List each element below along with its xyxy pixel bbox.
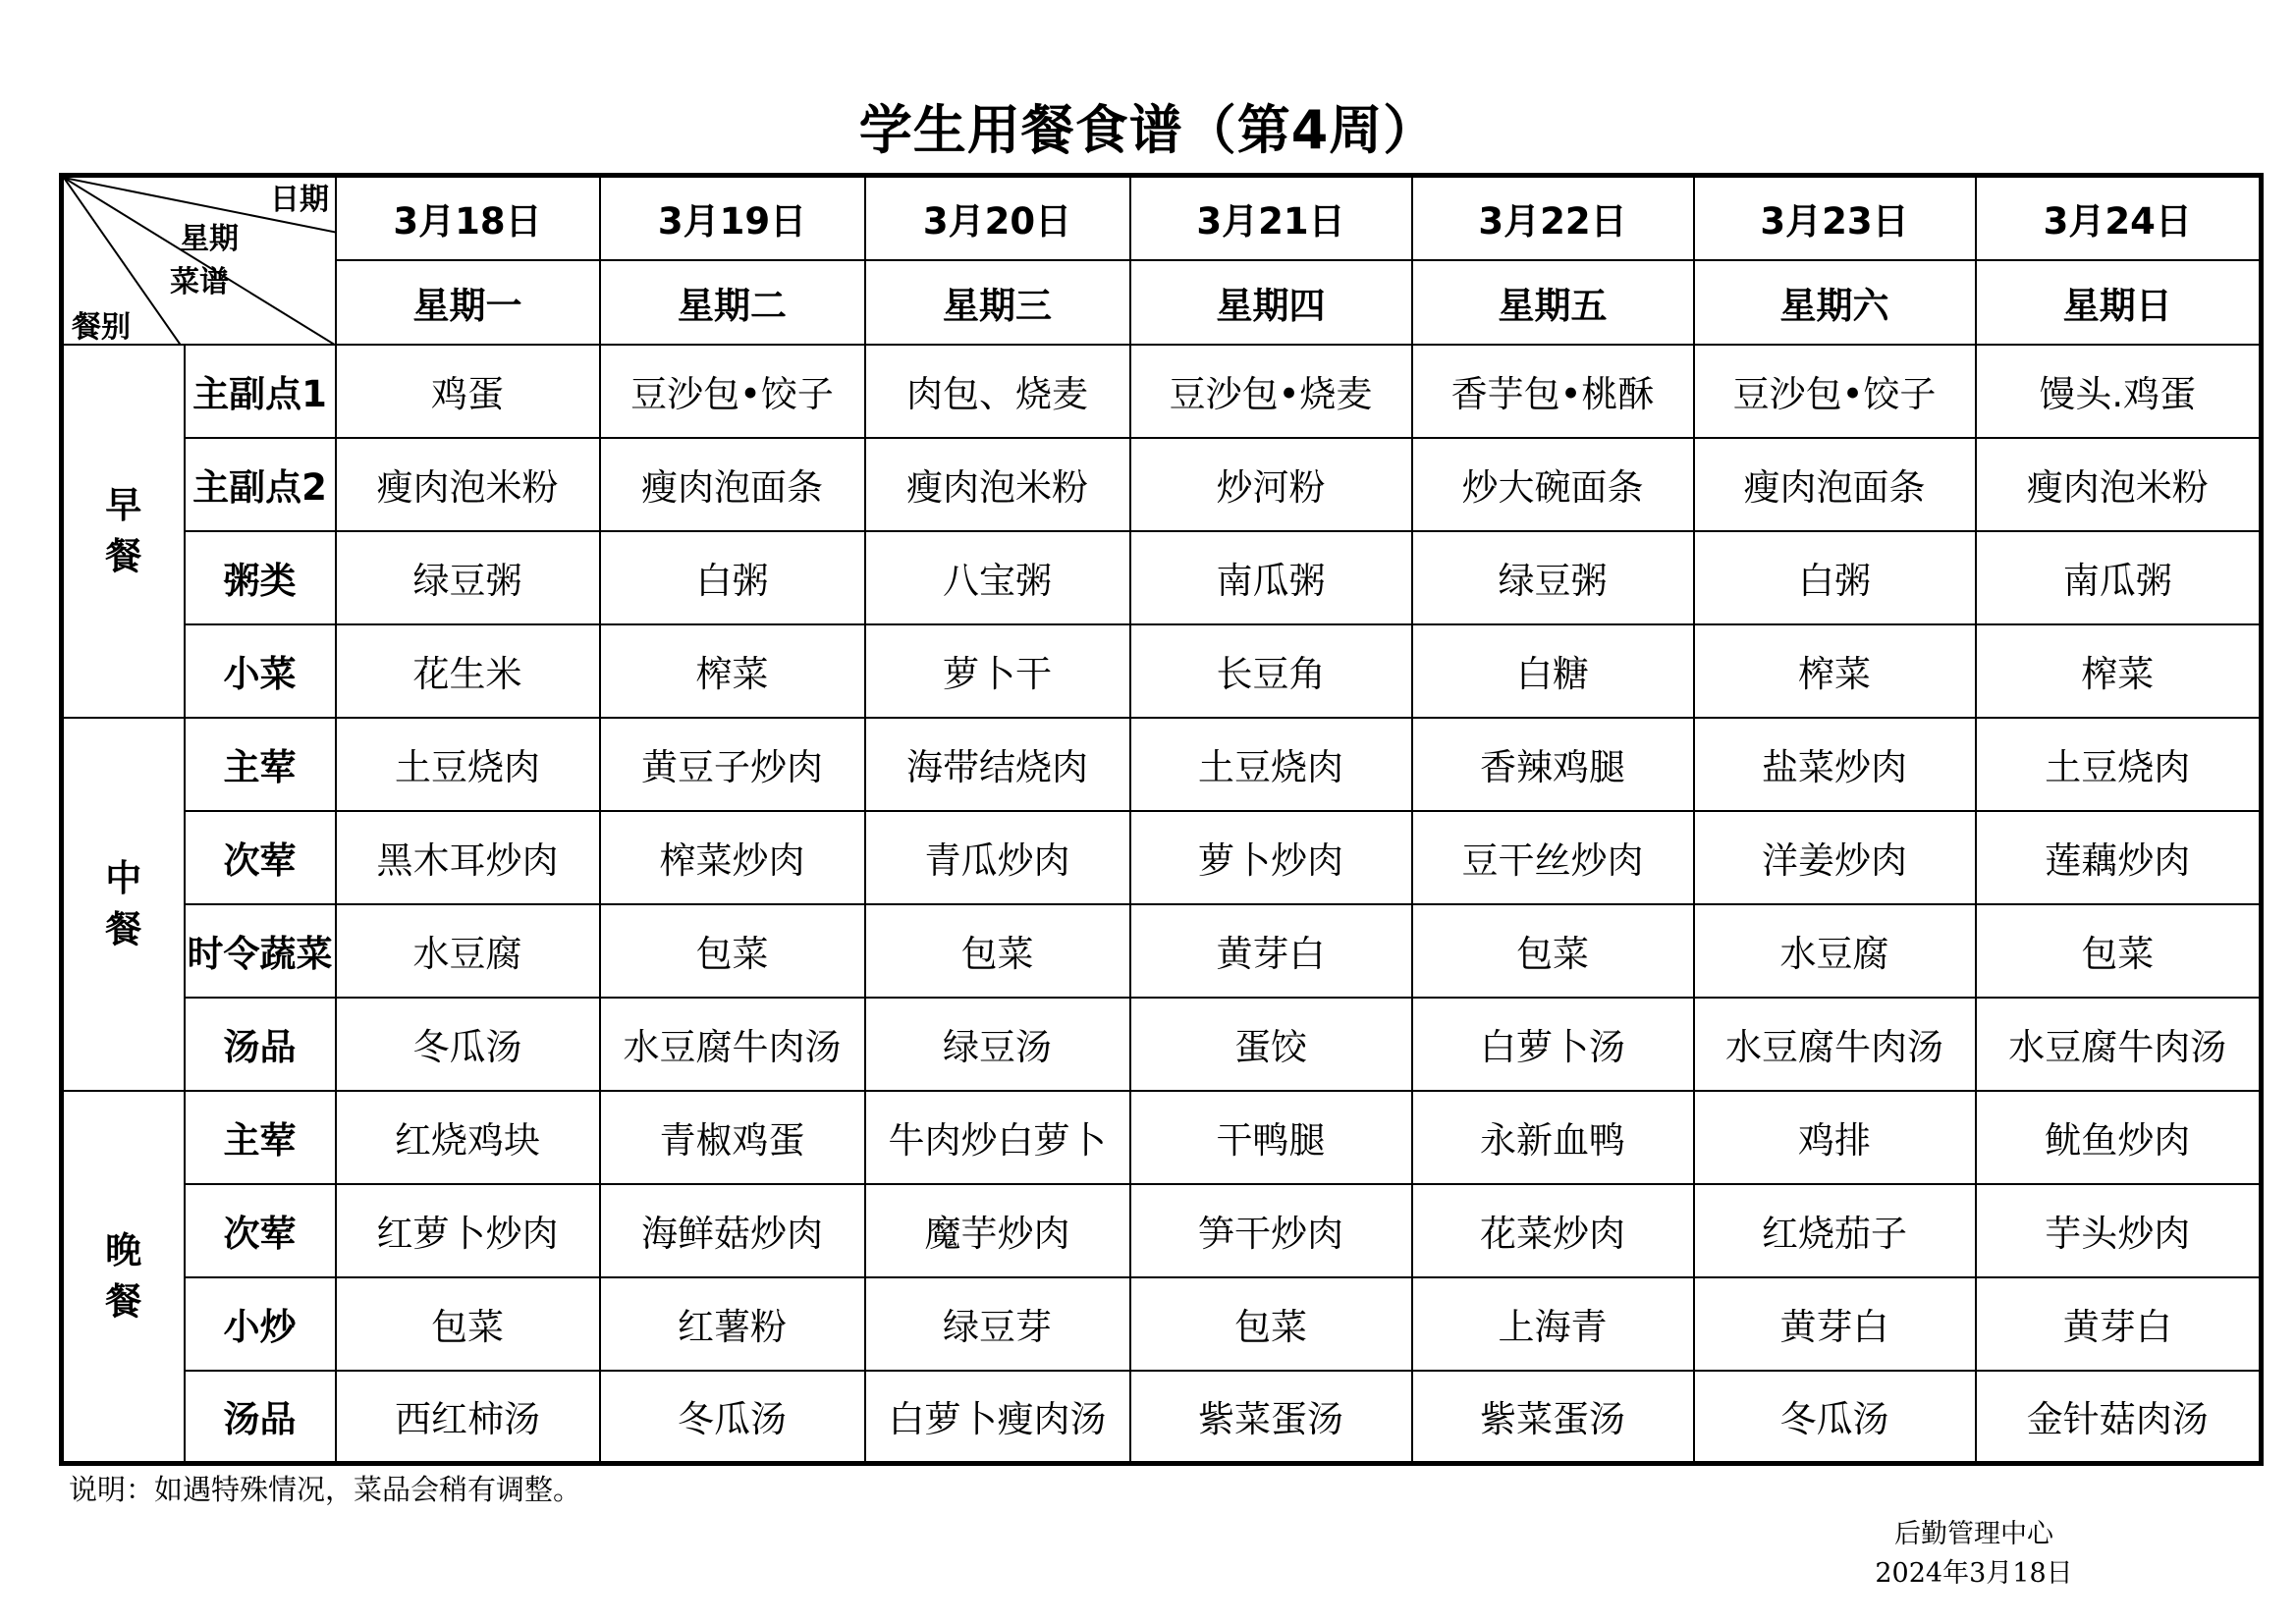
menu-row [62, 624, 2262, 718]
dish-cell: 绿豆汤 [865, 998, 1130, 1091]
date-header-cell: 3月22日 [1412, 176, 1694, 260]
dish-cell: 土豆烧肉 [1976, 718, 2262, 811]
note-text: 说明：如遇特殊情况，菜品会稍有调整。 [69, 1473, 582, 1506]
dish-cell: 炒河粉 [1130, 438, 1412, 531]
corner-meal-label: 餐别 [72, 310, 131, 345]
dish-cell: 黄豆子炒肉 [600, 718, 865, 811]
category-cell: 次荤 [185, 1184, 336, 1277]
menu-row [62, 718, 2262, 811]
dish-cell: 长豆角 [1130, 624, 1412, 718]
dish-cell: 鸡排 [1694, 1091, 1976, 1184]
weekday-header-cell: 星期五 [1412, 260, 1694, 345]
dish-cell: 花菜炒肉 [1412, 1184, 1694, 1277]
dish-cell: 瘦肉泡米粉 [1976, 438, 2262, 531]
meal-label-cell [62, 345, 185, 718]
menu-row [62, 811, 2262, 904]
dish-cell: 冬瓜汤 [336, 998, 600, 1091]
weekday-header-cell: 星期一 [336, 260, 600, 345]
dish-cell: 土豆烧肉 [1130, 718, 1412, 811]
dish-cell: 水豆腐 [1694, 904, 1976, 998]
dish-cell: 紫菜蛋汤 [1130, 1371, 1412, 1464]
dish-cell: 榨菜炒肉 [600, 811, 865, 904]
signature-date: 2024年3月18日 [1875, 1558, 2073, 1589]
dish-cell: 炒大碗面条 [1412, 438, 1694, 531]
date-header-cell: 3月20日 [865, 176, 1130, 260]
dish-cell: 鱿鱼炒肉 [1976, 1091, 2262, 1184]
dish-cell: 水豆腐牛肉汤 [1694, 998, 1976, 1091]
dish-cell: 萝卜炒肉 [1130, 811, 1412, 904]
dish-cell: 南瓜粥 [1976, 531, 2262, 624]
dish-cell: 包菜 [1976, 904, 2262, 998]
dish-cell: 上海青 [1412, 1277, 1694, 1371]
dish-cell: 香辣鸡腿 [1412, 718, 1694, 811]
dish-cell: 白粥 [1694, 531, 1976, 624]
meal-label-char: 餐 [105, 534, 142, 577]
corner-date-label: 日期 [270, 183, 329, 217]
dish-cell: 白粥 [600, 531, 865, 624]
dish-cell: 土豆烧肉 [336, 718, 600, 811]
dish-cell: 白萝卜汤 [1412, 998, 1694, 1091]
dish-cell: 洋姜炒肉 [1694, 811, 1976, 904]
dish-cell: 海带结烧肉 [865, 718, 1130, 811]
dish-cell: 豆沙包•烧麦 [1130, 345, 1412, 438]
date-header-cell: 3月23日 [1694, 176, 1976, 260]
category-cell: 粥类 [185, 531, 336, 624]
dish-cell: 馒头.鸡蛋 [1976, 345, 2262, 438]
date-header-cell: 3月21日 [1130, 176, 1412, 260]
dish-cell: 瘦肉泡面条 [1694, 438, 1976, 531]
menu-row [62, 438, 2262, 531]
meal-label-char: 餐 [105, 907, 142, 950]
category-cell: 主副点2 [185, 438, 336, 531]
weekday-header-cell: 星期四 [1130, 260, 1412, 345]
dish-cell: 包菜 [600, 904, 865, 998]
menu-row [62, 345, 2262, 438]
dish-cell: 金针菇肉汤 [1976, 1371, 2262, 1464]
dish-cell: 鸡蛋 [336, 345, 600, 438]
dish-cell: 魔芋炒肉 [865, 1184, 1130, 1277]
dish-cell: 包菜 [336, 1277, 600, 1371]
dish-cell: 冬瓜汤 [1694, 1371, 1976, 1464]
dish-cell: 萝卜干 [865, 624, 1130, 718]
dish-cell: 黑木耳炒肉 [336, 811, 600, 904]
meal-label-cell [62, 718, 185, 1091]
category-cell: 主副点1 [185, 345, 336, 438]
dish-cell: 青瓜炒肉 [865, 811, 1130, 904]
dish-cell: 永新血鸭 [1412, 1091, 1694, 1184]
category-cell: 汤品 [185, 998, 336, 1091]
weekday-header-cell: 星期二 [600, 260, 865, 345]
menu-row [62, 904, 2262, 998]
dish-cell: 水豆腐 [336, 904, 600, 998]
date-header-cell: 3月18日 [336, 176, 600, 260]
dish-cell: 白萝卜瘦肉汤 [865, 1371, 1130, 1464]
dish-cell: 红烧茄子 [1694, 1184, 1976, 1277]
dish-cell: 黄芽白 [1130, 904, 1412, 998]
dish-cell: 西红柿汤 [336, 1371, 600, 1464]
page-title: 学生用餐食谱（第4周） [858, 99, 1438, 161]
weekday-header-cell: 星期三 [865, 260, 1130, 345]
category-cell: 主荤 [185, 1091, 336, 1184]
dish-cell: 榨菜 [1976, 624, 2262, 718]
dish-cell: 黄芽白 [1976, 1277, 2262, 1371]
meal-label-cell [62, 1091, 185, 1464]
dish-cell: 榨菜 [1694, 624, 1976, 718]
dish-cell: 八宝粥 [865, 531, 1130, 624]
dish-cell: 瘦肉泡米粉 [865, 438, 1130, 531]
date-header-cell: 3月19日 [600, 176, 865, 260]
weekday-header-cell: 星期六 [1694, 260, 1976, 345]
dish-cell: 肉包、烧麦 [865, 345, 1130, 438]
dish-cell: 包菜 [865, 904, 1130, 998]
category-cell: 小炒 [185, 1277, 336, 1371]
dish-cell: 芋头炒肉 [1976, 1184, 2262, 1277]
menu-row [62, 998, 2262, 1091]
meal-label-char: 中 [105, 856, 142, 899]
dish-cell: 海鲜菇炒肉 [600, 1184, 865, 1277]
dish-cell: 冬瓜汤 [600, 1371, 865, 1464]
category-cell: 主荤 [185, 718, 336, 811]
category-cell: 小菜 [185, 624, 336, 718]
dish-cell: 笋干炒肉 [1130, 1184, 1412, 1277]
date-row [62, 176, 2262, 260]
date-header-cell: 3月24日 [1976, 176, 2262, 260]
category-cell: 时令蔬菜 [185, 904, 336, 998]
meal-label-char: 晚 [105, 1228, 142, 1271]
menu-table [59, 173, 2264, 1466]
dish-cell: 包菜 [1130, 1277, 1412, 1371]
category-cell: 次荤 [185, 811, 336, 904]
dish-cell: 白糖 [1412, 624, 1694, 718]
dish-cell: 豆干丝炒肉 [1412, 811, 1694, 904]
signature-department: 后勤管理中心 [1894, 1519, 2053, 1549]
dish-cell: 瘦肉泡面条 [600, 438, 865, 531]
dish-cell: 豆沙包•饺子 [600, 345, 865, 438]
corner-weekday-label: 星期 [180, 222, 239, 256]
dish-cell: 红萝卜炒肉 [336, 1184, 600, 1277]
dish-cell: 榨菜 [600, 624, 865, 718]
menu-row [62, 1277, 2262, 1371]
dish-cell: 干鸭腿 [1130, 1091, 1412, 1184]
corner-header-cell [62, 176, 336, 345]
corner-recipe-label: 菜谱 [170, 265, 229, 299]
dish-cell: 红烧鸡块 [336, 1091, 600, 1184]
dish-cell: 绿豆芽 [865, 1277, 1130, 1371]
dish-cell: 青椒鸡蛋 [600, 1091, 865, 1184]
dish-cell: 水豆腐牛肉汤 [600, 998, 865, 1091]
dish-cell: 莲藕炒肉 [1976, 811, 2262, 904]
dish-cell: 黄芽白 [1694, 1277, 1976, 1371]
dish-cell: 红薯粉 [600, 1277, 865, 1371]
dish-cell: 花生米 [336, 624, 600, 718]
weekday-row [62, 260, 2262, 345]
dish-cell: 绿豆粥 [336, 531, 600, 624]
dish-cell: 豆沙包•饺子 [1694, 345, 1976, 438]
menu-row [62, 531, 2262, 624]
meal-label-char: 早 [105, 483, 142, 526]
dish-cell: 包菜 [1412, 904, 1694, 998]
dish-cell: 南瓜粥 [1130, 531, 1412, 624]
menu-row [62, 1371, 2262, 1464]
dish-cell: 瘦肉泡米粉 [336, 438, 600, 531]
weekday-header-cell: 星期日 [1976, 260, 2262, 345]
dish-cell: 绿豆粥 [1412, 531, 1694, 624]
dish-cell: 蛋饺 [1130, 998, 1412, 1091]
dish-cell: 盐菜炒肉 [1694, 718, 1976, 811]
dish-cell: 香芋包•桃酥 [1412, 345, 1694, 438]
dish-cell: 牛肉炒白萝卜 [865, 1091, 1130, 1184]
category-cell: 汤品 [185, 1371, 336, 1464]
menu-row [62, 1184, 2262, 1277]
menu-row [62, 1091, 2262, 1184]
meal-label-char: 餐 [105, 1279, 142, 1323]
dish-cell: 水豆腐牛肉汤 [1976, 998, 2262, 1091]
dish-cell: 紫菜蛋汤 [1412, 1371, 1694, 1464]
